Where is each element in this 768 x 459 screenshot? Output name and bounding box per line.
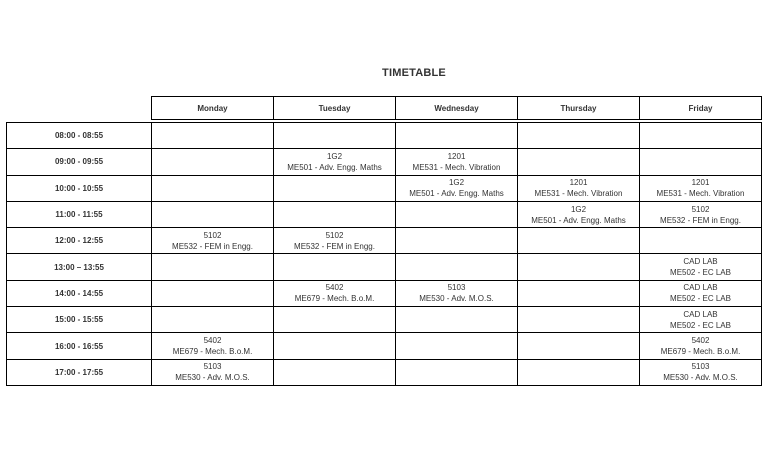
cell-tuesday	[274, 201, 396, 227]
cell-tuesday	[274, 280, 396, 306]
cell-wednesday	[396, 254, 518, 280]
cell-tuesday	[274, 333, 396, 359]
course-label: ME501 - Adv. Engg. Maths	[531, 215, 626, 225]
time-slot-label: 12:00 - 12:55	[7, 228, 152, 254]
time-slot-label: 09:00 - 09:55	[7, 149, 152, 175]
course-label: ME531 - Mech. Vibration	[656, 189, 745, 199]
time-slot-label: 11:00 - 11:55	[7, 201, 152, 227]
room-label: 5103	[203, 362, 222, 372]
cell-thursday	[518, 149, 640, 175]
cell-tuesday	[274, 254, 396, 280]
cell-tuesday	[274, 149, 396, 175]
course-label: ME679 - Mech. B.o.M.	[172, 347, 253, 357]
header-friday: Friday	[639, 96, 762, 120]
room-label: 5102	[691, 204, 710, 214]
course-label: ME530 - Adv. M.O.S.	[419, 294, 494, 304]
room-label: 5103	[447, 283, 466, 293]
cell-friday	[640, 333, 762, 359]
course-label: ME532 - FEM in Engg.	[660, 215, 741, 225]
course-label: ME502 - EC LAB	[670, 268, 731, 278]
time-slot-label: 15:00 - 15:55	[7, 307, 152, 333]
cell-tuesday	[274, 307, 396, 333]
table-row	[7, 307, 762, 333]
cell-monday	[152, 254, 274, 280]
room-label: 5102	[325, 230, 344, 240]
cell-monday	[152, 359, 274, 385]
room-label: CAD LAB	[683, 283, 718, 293]
room-label: 1201	[691, 178, 710, 188]
cell-friday	[640, 149, 762, 175]
time-slot-label: 13:00 – 13:55	[7, 254, 152, 280]
course-label: ME530 - Adv. M.O.S.	[663, 373, 738, 383]
room-label: 5402	[203, 336, 222, 346]
table-row	[7, 175, 762, 201]
room-label: 1201	[447, 151, 466, 161]
table-row	[7, 123, 762, 149]
course-label: ME501 - Adv. Engg. Maths	[409, 189, 504, 199]
cell-tuesday	[274, 175, 396, 201]
room-label: 5402	[325, 283, 344, 293]
cell-wednesday	[396, 280, 518, 306]
course-label: ME679 - Mech. B.o.M.	[294, 294, 375, 304]
cell-friday	[640, 280, 762, 306]
room-label: 1201	[569, 178, 588, 188]
room-label: 1G2	[326, 151, 343, 161]
cell-thursday	[518, 307, 640, 333]
table-row	[7, 280, 762, 306]
cell-thursday	[518, 228, 640, 254]
cell-monday	[152, 175, 274, 201]
page-title: TIMETABLE	[382, 67, 446, 79]
room-label: CAD LAB	[683, 309, 718, 319]
room-label: CAD LAB	[683, 257, 718, 267]
timetable-grid	[6, 122, 762, 386]
time-slot-label: 14:00 - 14:55	[7, 280, 152, 306]
course-label: ME502 - EC LAB	[670, 320, 731, 330]
room-label: 5102	[203, 230, 222, 240]
cell-wednesday	[396, 359, 518, 385]
table-row	[7, 228, 762, 254]
cell-thursday	[518, 123, 640, 149]
table-row	[7, 254, 762, 280]
cell-monday	[152, 228, 274, 254]
time-slot-label: 17:00 - 17:55	[7, 359, 152, 385]
cell-wednesday	[396, 228, 518, 254]
table-row	[7, 333, 762, 359]
cell-wednesday	[396, 175, 518, 201]
cell-wednesday	[396, 149, 518, 175]
cell-friday	[640, 201, 762, 227]
time-slot-label: 08:00 - 08:55	[7, 123, 152, 149]
cell-friday	[640, 359, 762, 385]
room-label: 1G2	[570, 204, 587, 214]
cell-monday	[152, 201, 274, 227]
room-label: 1G2	[448, 178, 465, 188]
cell-thursday	[518, 333, 640, 359]
cell-monday	[152, 333, 274, 359]
course-label: ME501 - Adv. Engg. Maths	[287, 162, 382, 172]
course-label: ME530 - Adv. M.O.S.	[175, 373, 250, 383]
time-slot-label: 10:00 - 10:55	[7, 175, 152, 201]
cell-thursday	[518, 280, 640, 306]
cell-monday	[152, 149, 274, 175]
course-label: ME502 - EC LAB	[670, 294, 731, 304]
header-monday: Monday	[151, 96, 274, 120]
cell-tuesday	[274, 359, 396, 385]
header-wednesday: Wednesday	[395, 96, 518, 120]
cell-friday	[640, 307, 762, 333]
cell-thursday	[518, 359, 640, 385]
course-label: ME679 - Mech. B.o.M.	[660, 347, 741, 357]
header-thursday: Thursday	[517, 96, 640, 120]
course-label: ME532 - FEM in Engg.	[172, 241, 253, 251]
cell-thursday	[518, 175, 640, 201]
time-slot-label: 16:00 - 16:55	[7, 333, 152, 359]
cell-monday	[152, 280, 274, 306]
cell-wednesday	[396, 201, 518, 227]
cell-friday	[640, 254, 762, 280]
course-label: ME532 - FEM in Engg.	[294, 241, 375, 251]
table-row	[7, 201, 762, 227]
cell-friday	[640, 175, 762, 201]
cell-tuesday	[274, 123, 396, 149]
cell-friday	[640, 228, 762, 254]
cell-tuesday	[274, 228, 396, 254]
table-row	[7, 359, 762, 385]
course-label: ME531 - Mech. Vibration	[412, 162, 501, 172]
cell-monday	[152, 123, 274, 149]
cell-wednesday	[396, 333, 518, 359]
cell-thursday	[518, 201, 640, 227]
cell-thursday	[518, 254, 640, 280]
cell-wednesday	[396, 123, 518, 149]
table-row	[7, 149, 762, 175]
cell-friday	[640, 123, 762, 149]
room-label: 5402	[691, 336, 710, 346]
cell-wednesday	[396, 307, 518, 333]
cell-monday	[152, 307, 274, 333]
room-label: 5103	[691, 362, 710, 372]
course-label: ME531 - Mech. Vibration	[534, 189, 623, 199]
header-tuesday: Tuesday	[273, 96, 396, 120]
